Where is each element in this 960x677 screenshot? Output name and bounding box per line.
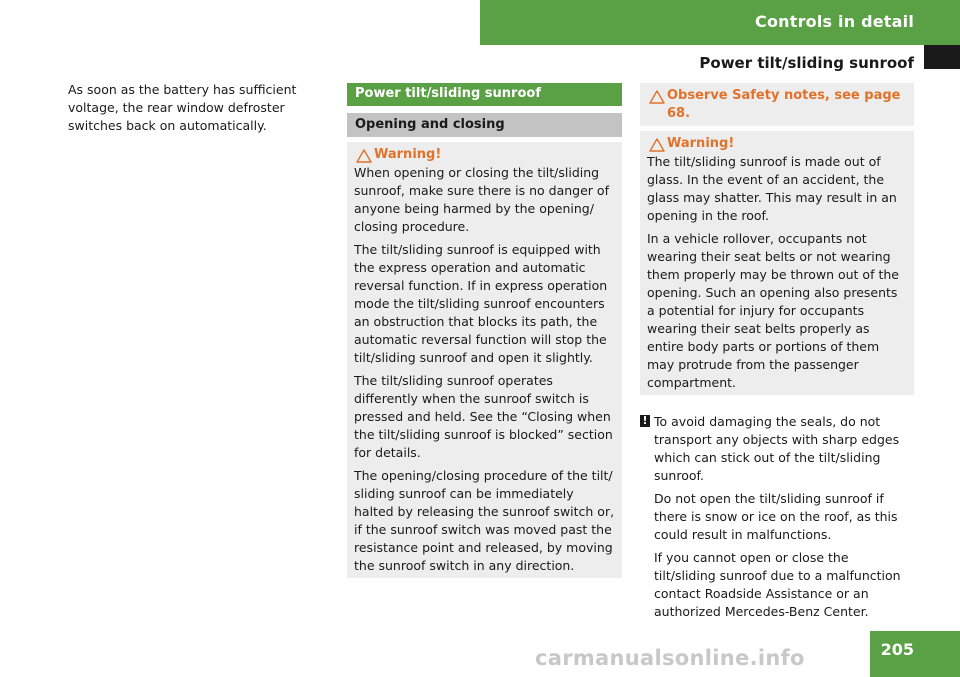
subsection-heading: Opening and closing xyxy=(347,113,622,137)
page-corner-marker xyxy=(924,45,960,69)
chapter-title: Controls in detail xyxy=(755,12,914,31)
note-body xyxy=(654,413,914,626)
warning-title xyxy=(354,146,615,164)
note-paragraph: If you cannot open or close the tilt/sliding sunroof due to a malfunction contact Roadside Assistance or an authorized Mercedes-Benz Center. xyxy=(654,550,901,619)
warning-paragraph: The tilt/sliding sunroof is equipped with the express operation and automatic reversal function. If in express operation mode the tilt/sliding sunroof encounters an obstruction that blocks its path, the automatic reversal function will stop the tilt/sliding sunroof and open it slightly. xyxy=(354,242,608,365)
safety-notice-box xyxy=(640,83,914,126)
page-number: 205 xyxy=(880,640,914,659)
warning-triangle-icon xyxy=(647,90,667,104)
warning-paragraph: When opening or closing the tilt/sliding sunroof, make sure there is no danger of anyone being harmed by the opening/ closing procedure. xyxy=(354,165,609,234)
warning-box xyxy=(640,131,914,395)
damage-note xyxy=(640,413,914,626)
page-number-box xyxy=(870,631,960,677)
warning-title xyxy=(647,135,907,153)
sunroof-section xyxy=(347,83,622,578)
watermark: carmanualsonline.info xyxy=(535,646,805,670)
safety-notice xyxy=(647,87,907,123)
warning-triangle-icon xyxy=(647,138,667,152)
warning-paragraph: The opening/closing procedure of the tilt/ sliding sunroof can be immediately halted by releasing the sunroof switch or, if the sunroof switch was moved past the resistance point and released, by moving the sunroof switch in any direction. xyxy=(354,468,615,573)
chapter-tab xyxy=(480,0,960,45)
warning-paragraph: The tilt/sliding sunroof is made out of glass. In the event of an accident, the glass may shatter. This may result in an opening in the roof. xyxy=(647,154,897,223)
exclamation-icon: ! xyxy=(640,415,650,427)
warning-box xyxy=(347,142,622,578)
warning-paragraph: In a vehicle rollover, occupants not wearing their seat belts or not wearing them properly may be thrown out of the opening. Such an opening also presents a potential for injury for occupants wearing their seat belts properly as entire body parts or portions of them may protrude from the passenger compartment. xyxy=(647,231,899,390)
warning-paragraph: The tilt/sliding sunroof operates differently when the sunroof switch is pressed and held. See the “Closing when the tilt/sliding sunroof is blocked” section for details. xyxy=(354,373,613,460)
note-paragraph: To avoid damaging the seals, do not transport any objects with sharp edges which can stick out of the tilt/sliding sunroof. xyxy=(654,414,900,483)
intro-paragraph: As soon as the battery has sufficient voltage, the rear window defroster switches back on automatically. xyxy=(68,82,297,133)
warning-triangle-icon xyxy=(354,149,374,163)
section-heading: Power tilt/sliding sunroof xyxy=(347,83,622,106)
safety-notice-text[interactable]: Observe Safety notes, see page 68. xyxy=(667,88,901,121)
section-title: Power tilt/sliding sunroof xyxy=(699,54,914,72)
warning-title-text: Warning! xyxy=(667,136,735,151)
warning-title-text: Warning! xyxy=(374,147,442,162)
note-paragraph: Do not open the tilt/sliding sunroof if there is snow or ice on the roof, as this could result in malfunctions. xyxy=(654,491,898,542)
safety-column xyxy=(640,83,914,626)
